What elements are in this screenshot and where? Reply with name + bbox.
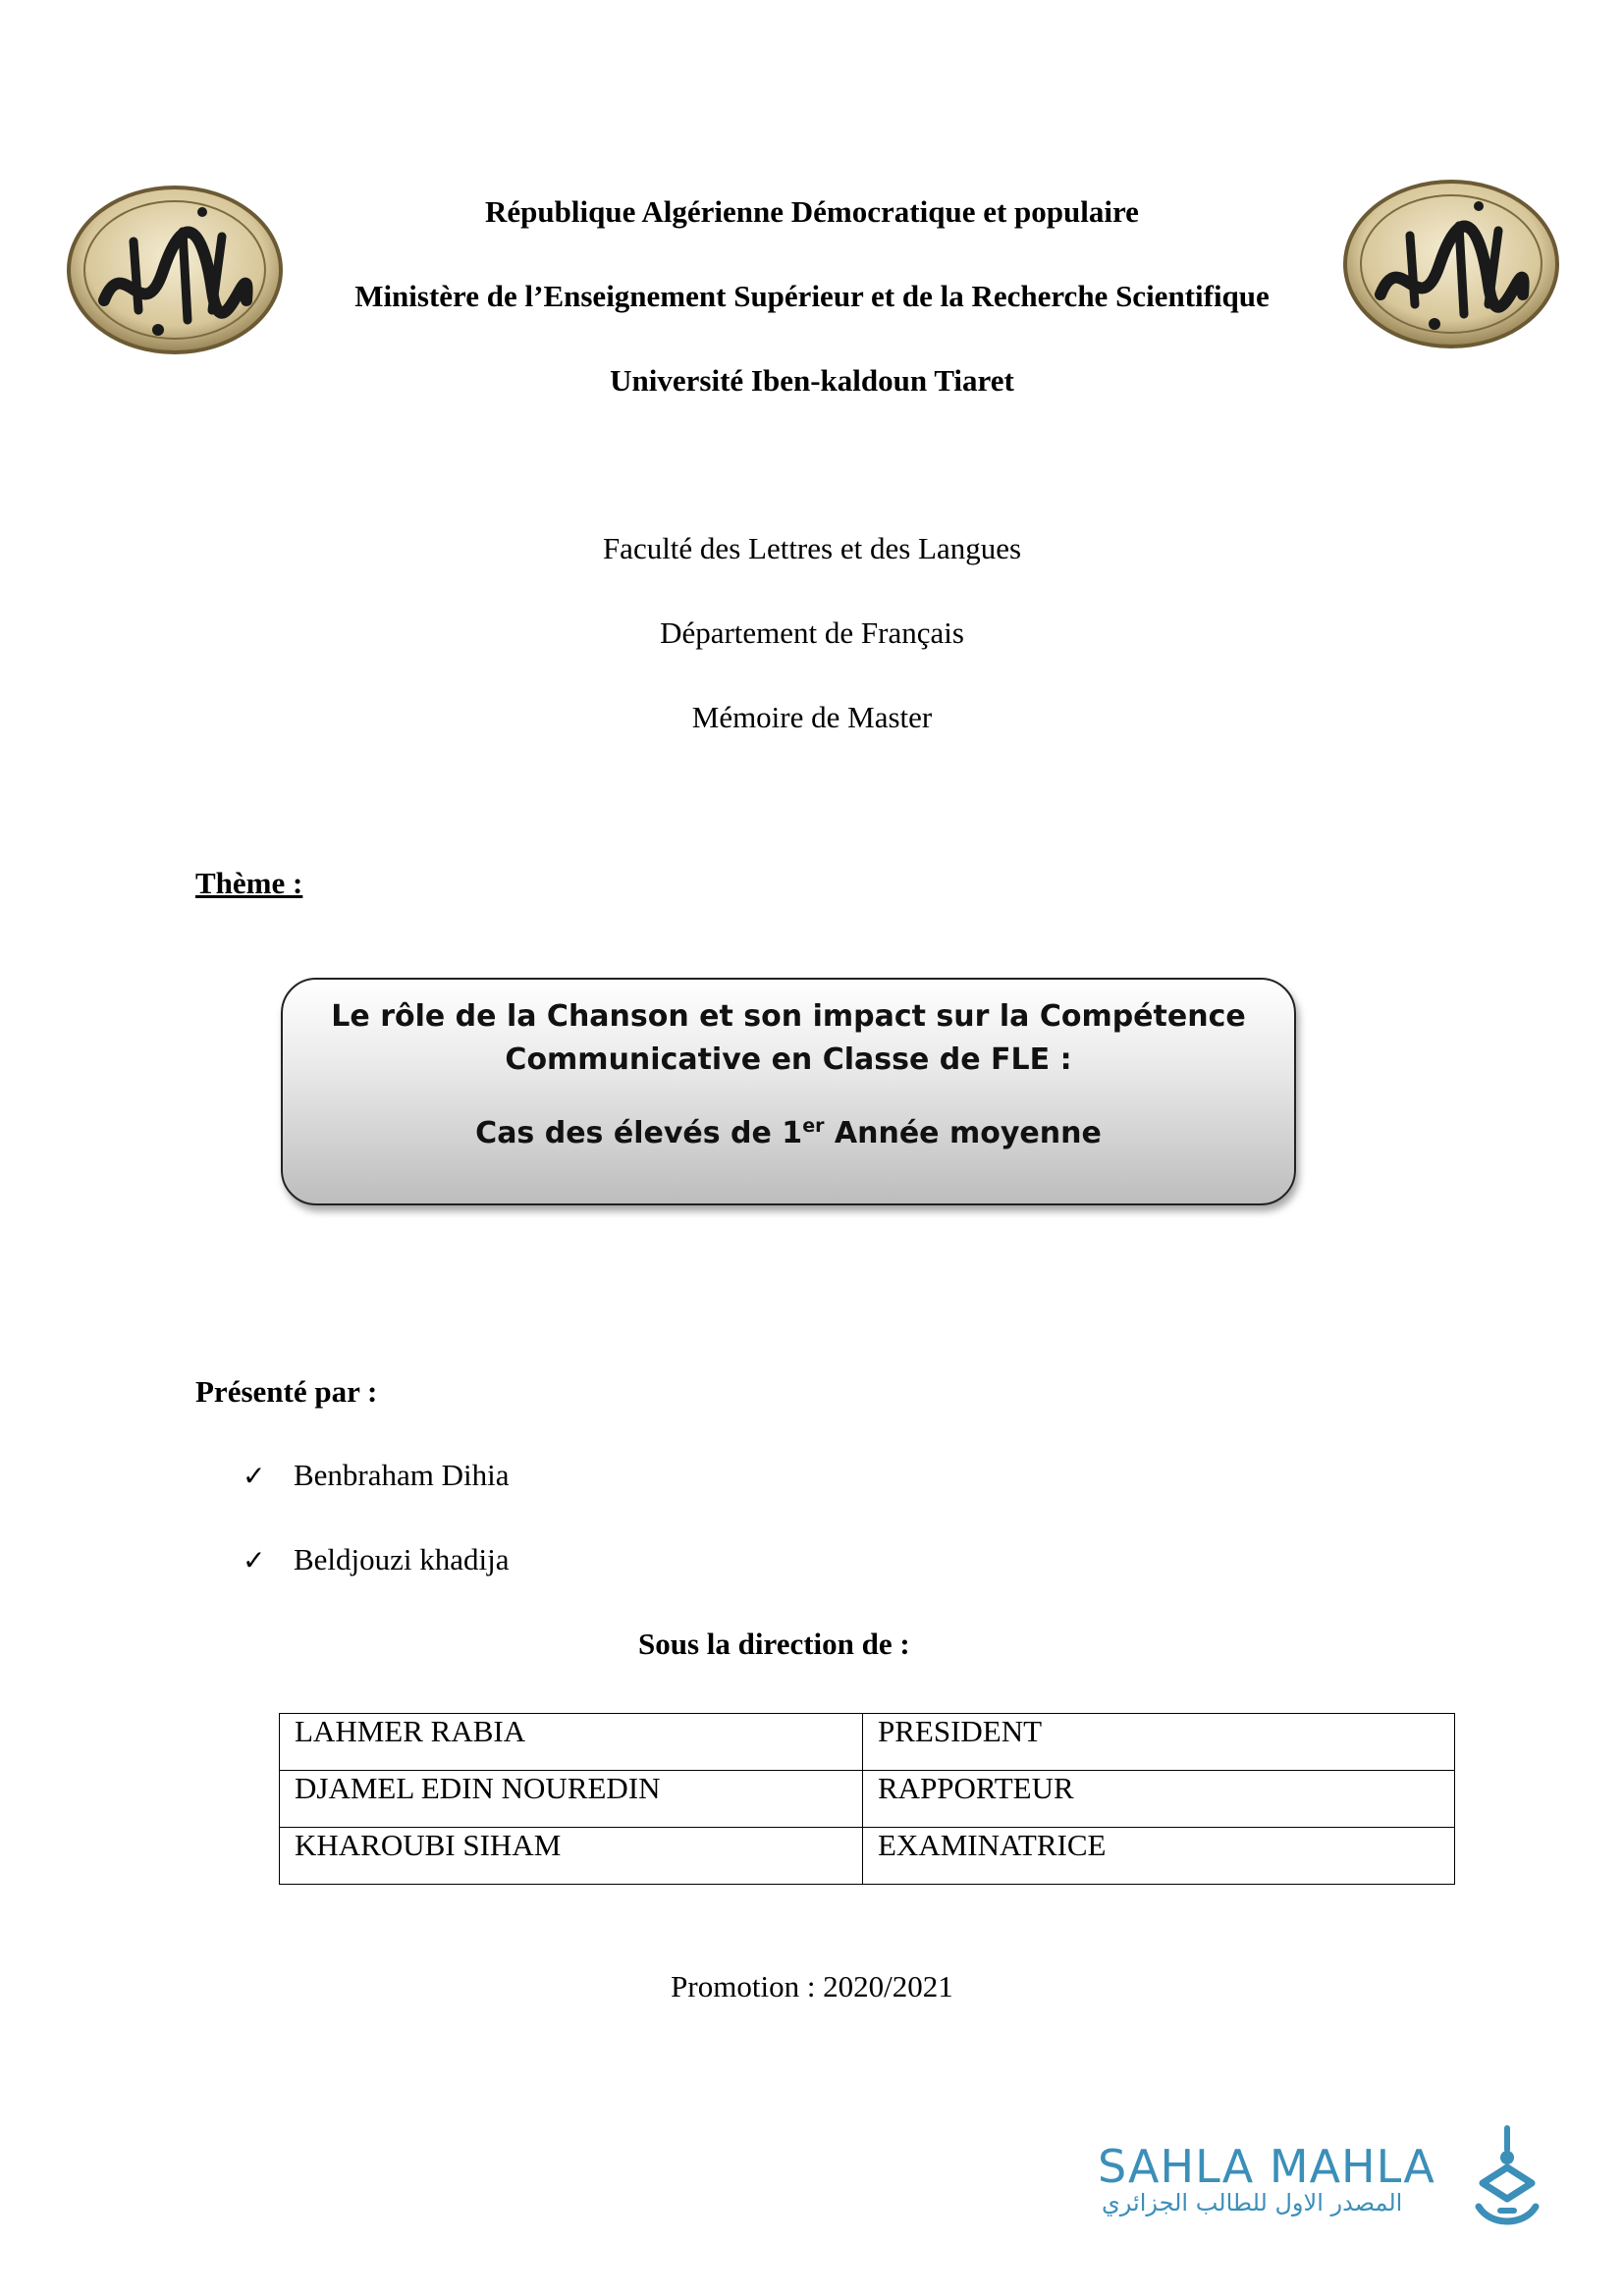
jury-name: KHAROUBI SIHAM: [280, 1828, 863, 1885]
theme-subtitle-sup: er: [802, 1115, 825, 1137]
student-name: Beldjouzi khadija: [294, 1542, 510, 1576]
republic-heading: République Algérienne Démocratique et populaire: [485, 194, 1139, 229]
theme-label: Thème :: [195, 866, 303, 900]
department-name: Département de Français: [660, 615, 964, 650]
checkmark-icon: ✓: [243, 1460, 266, 1492]
theme-box: [281, 978, 1296, 1205]
table-row: [280, 1771, 1455, 1828]
jury-name: LAHMER RABIA: [280, 1714, 863, 1771]
brand-tagline: المصدر الاول للطالب الجزائري: [1102, 2189, 1403, 2216]
promotion-year: Promotion : 2020/2021: [671, 1969, 953, 2003]
theme-title-line1: Le rôle de la Chanson et son impact sur la Compétence: [331, 999, 1246, 1034]
faculty-name: Faculté des Lettres et des Langues: [602, 531, 1022, 565]
university-heading: Université Iben-kaldoun Tiaret: [610, 363, 1014, 398]
ministry-heading: Ministère de l’Enseignement Supérieur et de la Recherche Scientifique: [354, 279, 1270, 313]
jury-role: PRESIDENT: [863, 1714, 1455, 1771]
direction-label: Sous la direction de :: [638, 1627, 910, 1661]
jury-name: DJAMEL EDIN NOUREDIN: [280, 1771, 863, 1828]
jury-role: RAPPORTEUR: [863, 1771, 1455, 1828]
student-item: [243, 1542, 510, 1577]
document-type: Mémoire de Master: [691, 700, 933, 734]
student-item: [243, 1458, 510, 1493]
table-row: [280, 1828, 1455, 1885]
checkmark-icon: ✓: [243, 1544, 266, 1576]
presented-label: Présenté par :: [195, 1374, 378, 1409]
theme-subtitle-suffix: Année moyenne: [824, 1116, 1102, 1150]
brand-name: SAHLA MAHLA: [1098, 2140, 1435, 2193]
brand-logo-icon: [1471, 2124, 1543, 2232]
jury-table: [279, 1713, 1455, 1885]
theme-subtitle: [283, 1115, 1294, 1150]
theme-subtitle-prefix: Cas des élevés de 1: [475, 1116, 803, 1150]
sahla-mahla-watermark: [1098, 2140, 1435, 2216]
theme-title-line2: Communicative en Classe de FLE :: [505, 1042, 1072, 1077]
jury-role: EXAMINATRICE: [863, 1828, 1455, 1885]
student-name: Benbraham Dihia: [294, 1458, 510, 1492]
table-row: [280, 1714, 1455, 1771]
